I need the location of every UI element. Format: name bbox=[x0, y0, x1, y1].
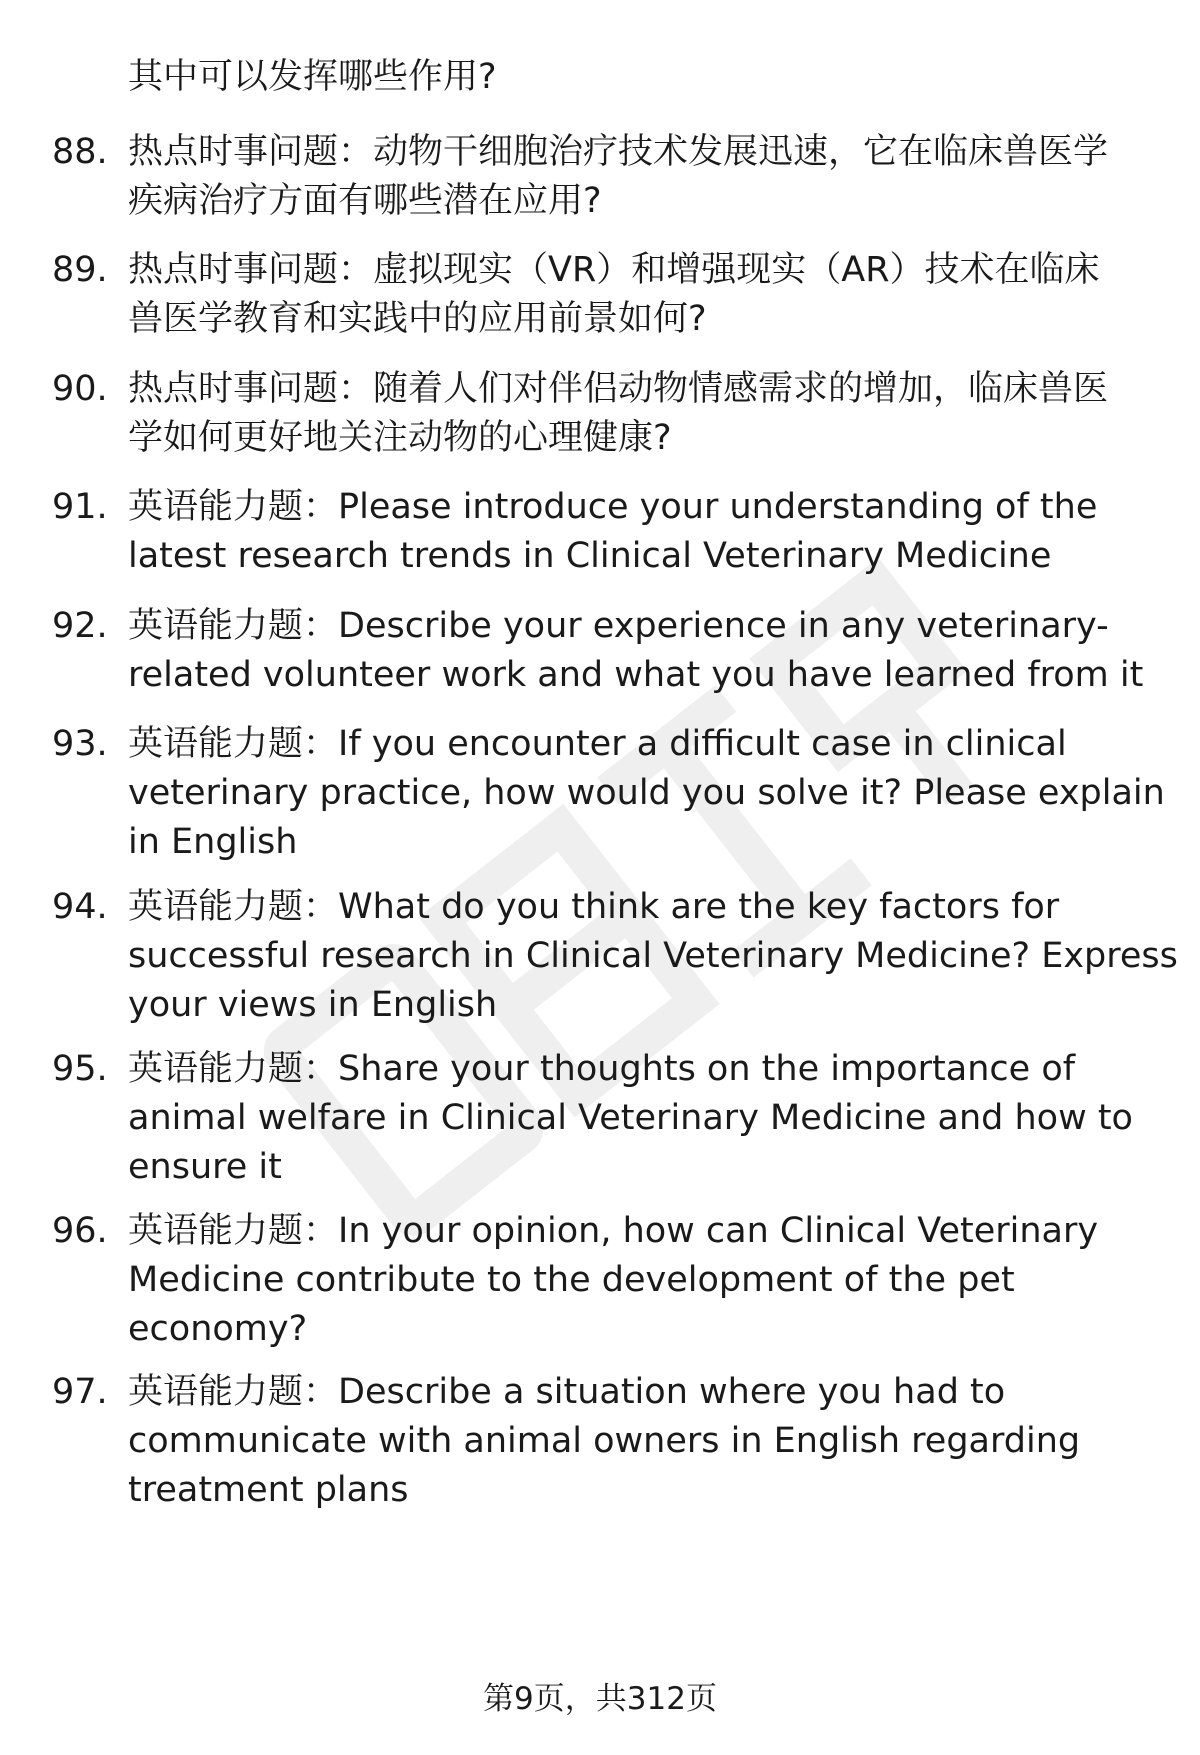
question-number: 91. bbox=[52, 487, 108, 527]
question-line: 英语能力题：If you encounter a difficult case in clinical bbox=[128, 724, 1067, 764]
page-number-footer: 第9页，共312页 bbox=[483, 1681, 717, 1717]
question-line: communicate with animal owners in English regarding bbox=[128, 1421, 1081, 1461]
question-line: latest research trends in Clinical Veterinary Medicine bbox=[128, 536, 1052, 576]
question-number: 89. bbox=[52, 250, 108, 290]
question-line: 热点时事问题：虚拟现实（VR）和增强现实（AR）技术在临床 bbox=[128, 250, 1100, 290]
text-line: 其中可以发挥哪些作用? bbox=[128, 57, 497, 97]
question-line: successful research in Clinical Veterinary Medicine? Express bbox=[128, 936, 1178, 976]
question-line: related volunteer work and what you have learned from it bbox=[128, 655, 1144, 695]
question-line: 热点时事问题：动物干细胞治疗技术发展迅速，它在临床兽医学 bbox=[128, 132, 1109, 172]
question-line: 英语能力题：Share your thoughts on the importance of bbox=[128, 1049, 1076, 1089]
question-line: 英语能力题：What do you think are the key factors for bbox=[128, 887, 1060, 927]
question-line: treatment plans bbox=[128, 1470, 409, 1510]
question-line: economy? bbox=[128, 1309, 308, 1349]
question-line: 学如何更好地关注动物的心理健康? bbox=[128, 418, 672, 458]
question-line: 热点时事问题：随着人们对伴侣动物情感需求的增加，临床兽医 bbox=[128, 369, 1109, 409]
question-number: 94. bbox=[52, 887, 108, 927]
question-number: 97. bbox=[52, 1372, 108, 1412]
question-line: 兽医学教育和实践中的应用前景如何? bbox=[128, 299, 707, 339]
question-line: Medicine contribute to the development of the pet bbox=[128, 1260, 1015, 1300]
question-number: 88. bbox=[52, 132, 108, 172]
question-number: 90. bbox=[52, 369, 108, 409]
question-number: 93. bbox=[52, 724, 108, 764]
question-number: 96. bbox=[52, 1211, 108, 1251]
question-line: your views in English bbox=[128, 985, 498, 1025]
question-line: in English bbox=[128, 822, 298, 862]
question-line: veterinary practice, how would you solve it? Please explain bbox=[128, 773, 1165, 813]
question-line: 英语能力题：In your opinion, how can Clinical Veterinary bbox=[128, 1211, 1099, 1251]
question-line: 疾病治疗方面有哪些潜在应用? bbox=[128, 181, 602, 221]
question-line: animal welfare in Clinical Veterinary Medicine and how to bbox=[128, 1098, 1133, 1138]
question-number: 95. bbox=[52, 1049, 108, 1089]
question-line: 英语能力题：Describe a situation where you had to bbox=[128, 1372, 1006, 1412]
question-line: 英语能力题：Please introduce your understanding of the bbox=[128, 487, 1098, 527]
question-number: 92. bbox=[52, 606, 108, 646]
question-line: ensure it bbox=[128, 1147, 282, 1187]
question-line: 英语能力题：Describe your experience in any veterinary- bbox=[128, 606, 1109, 646]
